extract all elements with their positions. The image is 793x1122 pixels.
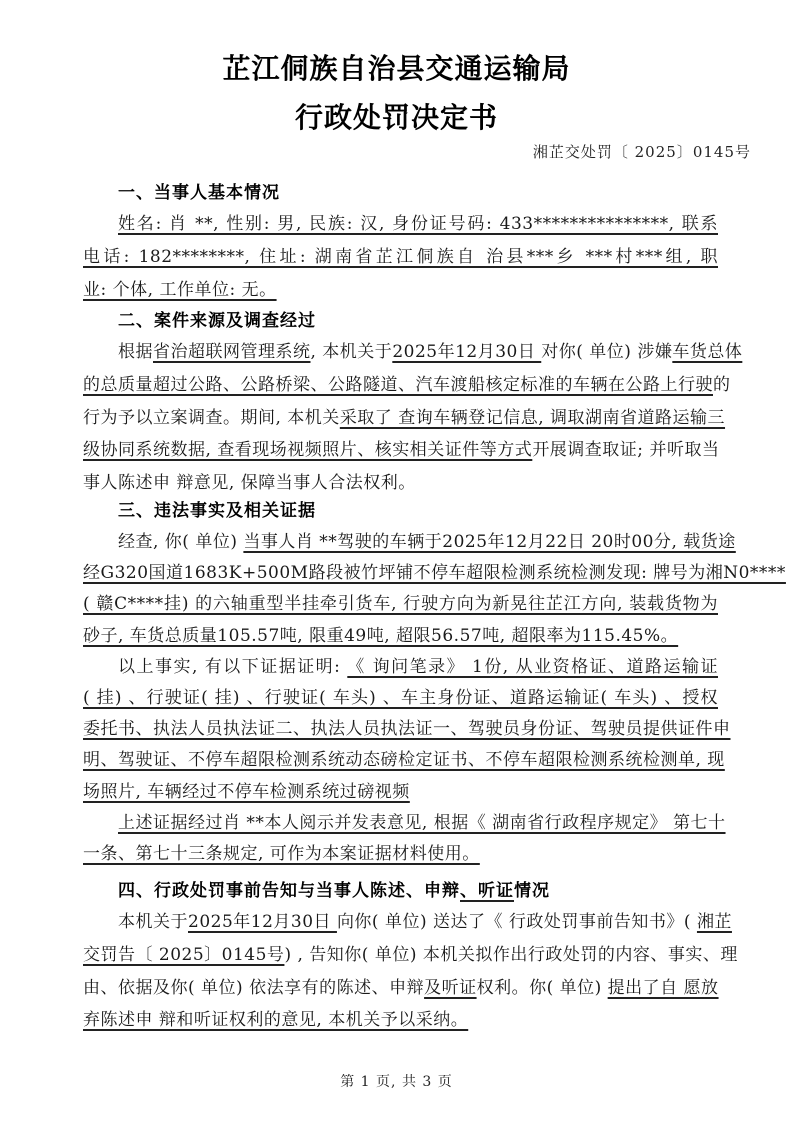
document-title-agency: 芷江侗族自治县交通运输局 [222, 52, 571, 85]
underlined-text: 电话: 182********, 住址: 湖南省芷江侗族自 治县***乡 ***村***组, 职 [83, 247, 718, 267]
underlined-text: 姓名: 肖 **, 性别: 男, 民族: 汉, 身份证号码: 433***************, 联系 [118, 214, 718, 234]
heading-segment: 四、行政处罚事前告知与当事人陈述、申辩 [118, 881, 460, 901]
section-heading-4 [118, 876, 550, 901]
underlined-text: 业: 个体, 工作单位: 无。 [83, 280, 277, 300]
text-segment: 权利。你( 单位) [476, 977, 608, 998]
document-title-type: 行政处罚决定书 [294, 101, 498, 134]
underlined-text: 经G320国道1683K+500M路段被竹坪铺不停车超限检测系统检测发现: 牌号为湘N0**** [83, 563, 786, 584]
text-segment: ) , 告知你( 单位) 本机关拟作出行政处罚的内容、事实、理 [284, 944, 738, 965]
heading-segment: 情况 [514, 881, 550, 901]
underlined-text: ( 挂) 、行驶证( 挂) 、行驶证( 车头) 、车主身份证、道路运输证( 车头) 、授权 [83, 688, 718, 708]
paragraph-line [83, 716, 731, 742]
underlined-text: 的总质量超过公路、公路桥梁、公路隧道、汽车渡船核定标准的车辆在公路上行驶 [83, 374, 713, 395]
paragraph-line [118, 211, 718, 237]
paragraph-line [83, 560, 786, 586]
paragraph-line [83, 841, 718, 867]
underlined-text: 一条、第七十三条规定, 可作为本案证据材料使用。 [83, 844, 480, 864]
text-segment: 由、依据及你( 单位) 依法享有的陈述、申辩 [83, 977, 425, 998]
underlined-text: 交罚告〔 2025〕0145号 [83, 944, 285, 965]
paragraph-line [118, 339, 743, 365]
paragraph-line [83, 942, 738, 968]
underlined-text: 省治超联网管理系统 [153, 342, 311, 362]
paragraph-line [118, 810, 726, 836]
text-segment: 事人陈述申 辩意见, 保障当事人合法权利。 [83, 473, 416, 494]
paragraph-line [83, 623, 718, 649]
text-segment: 对你( 单位) 涉嫌 [541, 342, 673, 362]
text-segment: 本机关于 [118, 912, 188, 932]
paragraph-line [83, 1007, 718, 1033]
underlined-text: 明、驾驶证、不停车超限检测系统动态磅检定证书、不停车超限检测系统检测单, 现 [83, 750, 725, 771]
paragraph-line [83, 779, 718, 805]
underlined-text: 2025年12月30日 [392, 342, 542, 362]
underlined-text: 2025年12月30日 [188, 912, 337, 932]
underlined-text: 上述证据经过肖 **本人阅示并发表意见, 根据《 湖南省行政程序规定》 第七十 [118, 812, 726, 833]
paragraph-line [118, 529, 736, 555]
underlined-text: 弃陈述申 辩和听证权利的意见, 本机关予以采纳。 [83, 1010, 469, 1031]
paragraph-line [83, 372, 731, 398]
underlined-text: 委托书、执法人员执法证二、执法人员执法证一、驾驶员身份证、驾驶员提供证件申 [83, 719, 731, 740]
underlined-text: 车货总体 [672, 342, 743, 362]
paragraph-line [83, 591, 718, 617]
underlined-text: 《 询问笔录》 1份, 从业资格证、道路运输证 [347, 656, 718, 677]
text-segment: 行为予以立案调查。期间, 本机关 [83, 407, 340, 428]
underlined-text: 采取了 查询车辆登记信息, 调取湖南省道路运输三 [339, 407, 726, 428]
text-segment: 开展调查取证; 并听取当 [532, 440, 720, 461]
underlined-text: 级协同系统数据, 查看现场视频照片、核实相关证件等方式 [83, 440, 533, 461]
paragraph-line [83, 975, 718, 1001]
paragraph-line [83, 277, 718, 303]
paragraph-line [83, 747, 725, 773]
underlined-text: 提出了自 愿放 [607, 977, 719, 998]
paragraph-line [83, 437, 718, 463]
section-heading-2: 二、案件来源及调查经过 [118, 311, 316, 331]
text-segment: 以上事实, 有以下证据证明: [118, 656, 348, 677]
text-segment: 经查, 你( 单位) [118, 532, 244, 552]
section-heading-3: 三、违法事实及相关证据 [118, 501, 316, 521]
paragraph-line [83, 685, 718, 711]
text-segment: 根据 [118, 342, 153, 362]
text-segment: 的 [713, 374, 731, 395]
underlined-text: 湘芷 [696, 912, 732, 932]
underlined-text: 当事人肖 **驾驶的车辆于2025年12月22日 20时00分, 载货途 [243, 532, 736, 552]
underlined-text: 场照片, 车辆经过不停车检测系统过磅视频 [83, 781, 410, 802]
heading-segment: 、听证 [460, 881, 514, 901]
document-number: 湘芷交处罚〔 2025〕0145号 [532, 143, 751, 161]
paragraph-line [118, 654, 718, 680]
page-footer: 第 1 页, 共 3 页 [340, 1074, 453, 1090]
text-segment: , 本机关于 [310, 342, 393, 362]
paragraph-line [83, 470, 718, 496]
text-segment: 向你( 单位) 送达了《 行政处罚事前告知书》( [336, 912, 697, 932]
paragraph-line [83, 405, 726, 431]
paragraph-line [83, 244, 718, 270]
underlined-text: 砂子, 车货总质量105.57吨, 限重49吨, 超限56.57吨, 超限率为115.45%。 [83, 625, 679, 646]
section-heading-1: 一、当事人基本情况 [118, 183, 280, 203]
underlined-text: 及听证 [424, 977, 477, 998]
paragraph-line [118, 909, 732, 935]
underlined-text: ( 赣C****挂) 的六轴重型半挂牵引货车, 行驶方向为新晃往芷江方向, 装载货物为 [83, 594, 718, 615]
